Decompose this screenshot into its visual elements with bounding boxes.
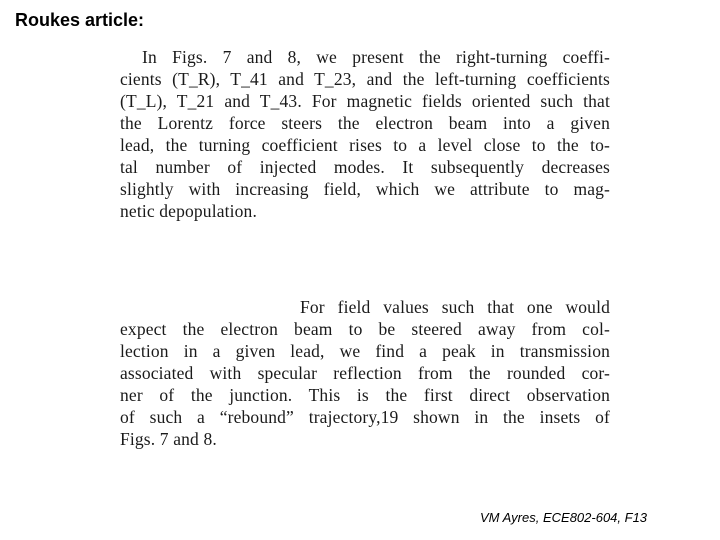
excerpt-line: Figs. 7 and 8.	[120, 429, 217, 449]
excerpt-line: ner of the junction. This is the first direct observation	[120, 385, 610, 405]
excerpt-line: the Lorentz force steers the electron beam into a given	[120, 113, 610, 133]
excerpt-line: of such a “rebound” trajectory,19 shown in the insets of	[120, 407, 610, 427]
excerpt-line: lection in a given lead, we find a peak in transmission	[120, 341, 610, 361]
excerpt-line: lead, the turning coefficient rises to a level close to the to-	[120, 135, 610, 155]
excerpt-line: In Figs. 7 and 8, we present the right-turning coeffi-	[142, 47, 610, 67]
excerpt-line: (T_L), T_21 and T_43. For magnetic fields oriented such that	[120, 91, 610, 111]
excerpt-line: tal number of injected modes. It subsequently decreases	[120, 157, 610, 177]
excerpt-line: slightly with increasing field, which we attribute to mag-	[120, 179, 610, 199]
article-excerpt-1	[120, 46, 610, 222]
excerpt-line: associated with specular reflection from the rounded cor-	[120, 363, 610, 383]
article-excerpt-2	[120, 296, 610, 450]
excerpt-line: netic depopulation.	[120, 201, 257, 221]
excerpt-line: expect the electron beam to be steered away from col-	[120, 319, 610, 339]
excerpt-line: cients (T_R), T_41 and T_23, and the left-turning coefficients	[120, 69, 610, 89]
slide-title: Roukes article:	[15, 10, 145, 30]
footer-credit: VM Ayres, ECE802-604, F13	[480, 510, 648, 525]
excerpt-line: For field values such that one would	[300, 297, 610, 317]
